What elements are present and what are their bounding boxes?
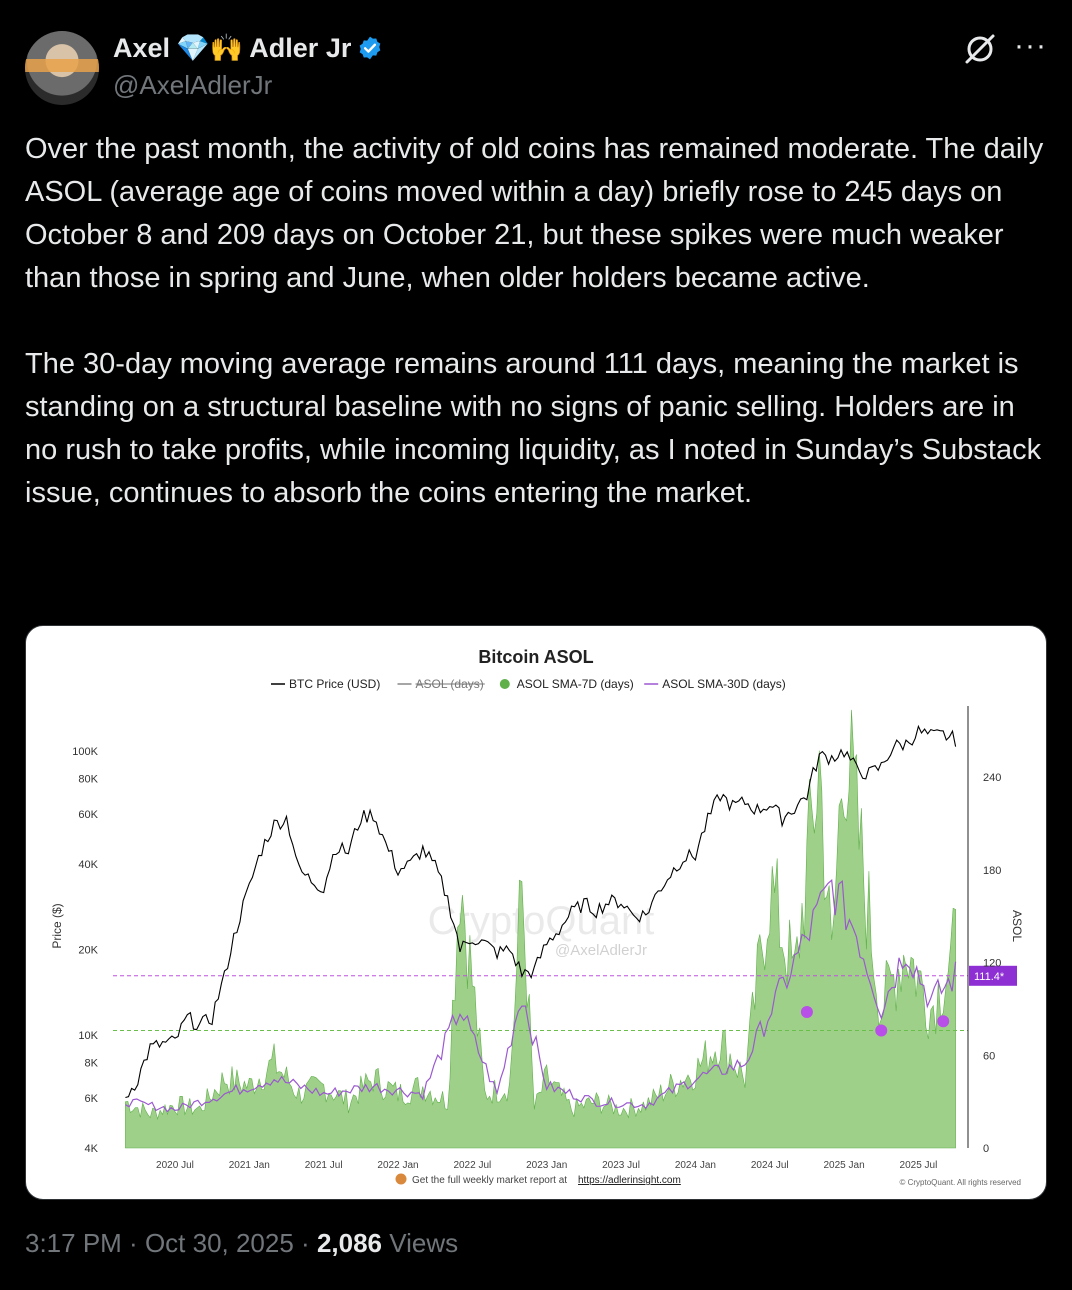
author-name[interactable] <box>113 32 383 64</box>
footer-link[interactable]: https://adlerinsight.com <box>578 1175 681 1186</box>
legend-item[interactable] <box>500 677 634 691</box>
tweet-meta: 3:17 PM · Oct 30, 2025 · 2,086 Views <box>25 1228 459 1258</box>
legend-label: BTC Price (USD) <box>289 677 381 691</box>
tweet-text <box>25 128 1045 515</box>
y-right-label: ASOL <box>1010 909 1024 943</box>
watermark: CryptoQuant <box>427 899 655 943</box>
y-left-tick-label: 20K <box>78 944 98 957</box>
y-right-tick-label: 180 <box>983 864 1002 877</box>
y-left-tick-label: 40K <box>78 859 98 872</box>
more-icon[interactable]: ··· <box>1014 29 1047 62</box>
footer-text: Get the full weekly market report at <box>412 1175 568 1186</box>
x-tick-label: 2024 Jan <box>674 1160 716 1171</box>
y-right-tick-label: 240 <box>983 772 1002 784</box>
legend-item[interactable] <box>271 677 380 691</box>
x-tick-label: 2022 Jul <box>453 1160 492 1171</box>
tweet-paragraph: Over the past month, the activity of old coins has remained moderate. The daily ASOL (average age of coins moved within a day) briefly rose to 245 days on October 8 and 209 days on October 21, but these spikes were much weaker than those in spring and June, when older holders became active. <box>25 133 1044 294</box>
tweet-paragraph: The 30-day moving average remains around 111 days, meaning the market is standing on a structural baseline with no signs of panic selling. Holders are in no rush to take profits, while incoming liquidity, as I noted in Sunday’s Substack issue, continues to absorb the coins entering the market. <box>25 348 1042 509</box>
y-left-tick-label: 60K <box>78 809 98 822</box>
legend-label: ASOL SMA-7D (days) <box>516 677 634 691</box>
highlight-marker <box>801 1006 813 1018</box>
legend-swatch <box>500 679 510 689</box>
watermark-handle: @AxelAdlerJr <box>555 942 647 959</box>
author-last-name: Adler Jr <box>249 32 352 63</box>
x-tick-label: 2022 Jan <box>377 1160 419 1171</box>
highlight-marker <box>937 1015 949 1027</box>
y-right-tick-label: 120 <box>983 957 1002 970</box>
legend-item[interactable] <box>398 677 485 691</box>
legend-label: ASOL SMA-30D (days) <box>662 677 786 691</box>
author-name-emoji: 💎🙌 <box>176 33 244 63</box>
verified-badge-icon <box>357 35 383 61</box>
y-left-tick-label: 6K <box>84 1092 98 1105</box>
views-count: 2,086 <box>316 1228 383 1258</box>
x-tick-label: 2025 Jan <box>823 1160 865 1171</box>
author-first-name: Axel <box>113 32 171 63</box>
x-tick-label: 2024 Jul <box>750 1160 789 1171</box>
highlight-marker <box>875 1025 887 1037</box>
x-tick-label: 2023 Jul <box>602 1160 640 1171</box>
chart-title: Bitcoin ASOL <box>478 647 594 667</box>
y-right-tick-label: 0 <box>983 1143 990 1155</box>
y-left-tick-label: 100K <box>72 746 98 758</box>
legend-item[interactable] <box>644 677 786 691</box>
copyright: © CryptoQuant. All rights reserved <box>899 1178 1021 1187</box>
current-value-label: 111.4* <box>974 970 1005 983</box>
y-left-label: Price ($) <box>50 903 64 949</box>
avatar[interactable] <box>25 31 99 105</box>
y-left-tick-label: 4K <box>84 1143 98 1155</box>
y-left-tick-label: 80K <box>78 773 98 786</box>
views-label: Views <box>389 1228 459 1258</box>
tweet-time[interactable]: 3:17 PM <box>25 1228 122 1258</box>
footer-icon <box>396 1174 407 1185</box>
chart-legend <box>271 677 786 691</box>
chart-image[interactable] <box>25 625 1047 1200</box>
author-handle[interactable]: @AxelAdlerJr <box>113 70 273 100</box>
x-tick-label: 2025 Jul <box>899 1160 938 1171</box>
y-left-tick-label: 8K <box>84 1057 98 1070</box>
legend-label: ASOL (days) <box>415 677 484 691</box>
asol-chart <box>26 626 1046 1199</box>
x-tick-label: 2021 Jul <box>304 1160 343 1171</box>
y-left-tick-label: 10K <box>78 1029 98 1042</box>
x-tick-label: 2021 Jan <box>228 1160 270 1171</box>
tweet-date[interactable]: Oct 30, 2025 <box>144 1228 294 1258</box>
x-tick-label: 2023 Jan <box>526 1160 568 1171</box>
grok-icon[interactable] <box>963 32 997 66</box>
x-tick-label: 2020 Jul <box>156 1160 194 1171</box>
y-right-tick-label: 60 <box>983 1050 996 1063</box>
